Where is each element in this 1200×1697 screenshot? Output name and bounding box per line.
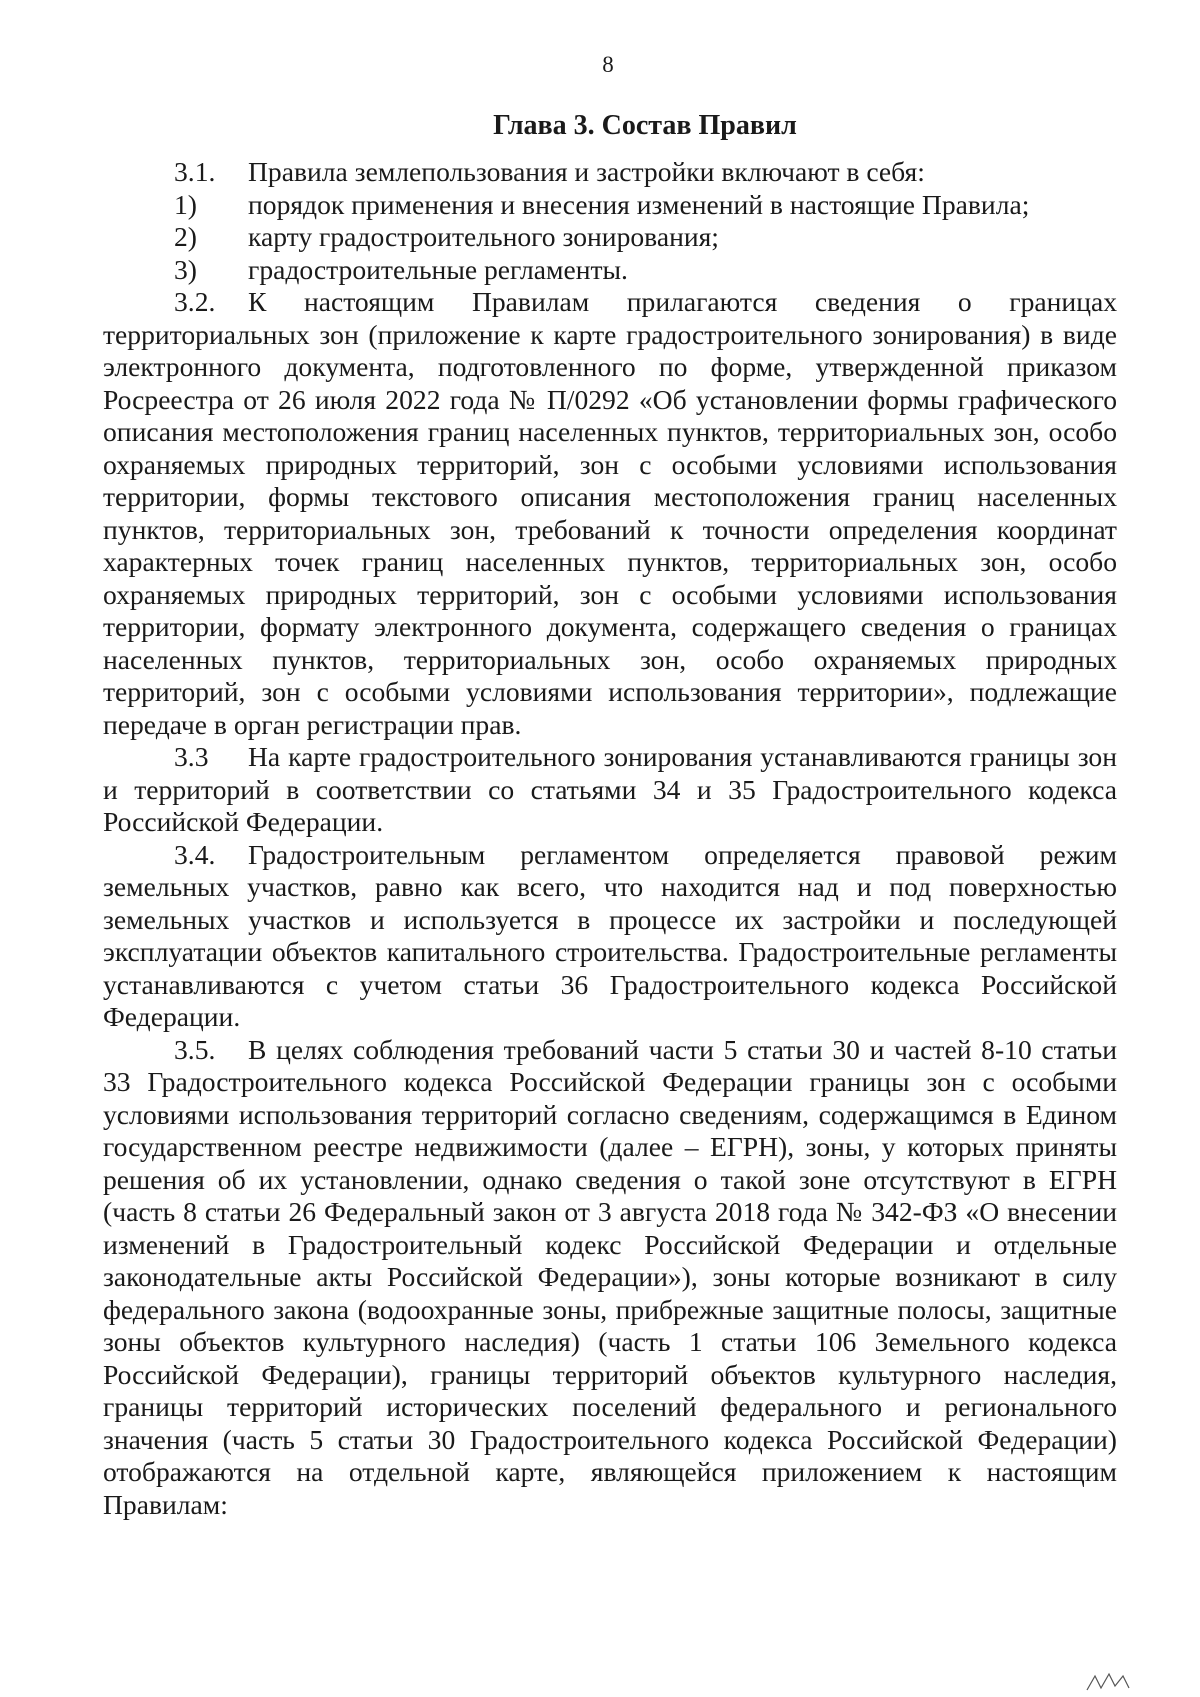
- clause-3-3: [103, 741, 1117, 839]
- clause-number: 3.4.: [174, 838, 216, 870]
- list-item-text: порядок применения и внесения изменений в настоящие Правила;: [248, 188, 1030, 220]
- clause-number: 3.2.: [174, 286, 216, 317]
- clause-number: 3.5.: [174, 1033, 216, 1065]
- clause-text: Градостроительным регламентом определяется правовой режим земельных участков, равно как всего, что находится над и под поверхностью земельных участков и используется в процессе их застройки и последующей эксплуатации объектов капитального строительства. Градостроительные регламенты устанавливаются с учетом статьи 36 Градостроительного кодекса Российской Федерации.: [103, 838, 1117, 1032]
- list-item-3: [103, 254, 1117, 287]
- document-body: [103, 156, 1117, 1521]
- list-item-number: 1): [174, 188, 197, 220]
- clause-number: 3.1.: [174, 156, 216, 187]
- clause-text: К настоящим Правилам прилагаются сведения о границах территориальных зон (приложение к карте градостроительного зонирования) в виде электронного документа, подготовленного по форме, утвержденной приказом Росреестра от 26 июля 2022 года № П/0292 «Об установлении формы графического описания местоположения границ населенных пунктов, территориальных зон, особо охраняемых природных территорий, зон с особыми условиями использования территории, формы текстового описания местоположения границ населенных пунктов, территориальных зон, требований к точности определения координат характерных точек границ населенных пунктов, территориальных зон, особо охраняемых природных территорий, зон с особыми условиями использования территории, формату электронного документа, содержащего сведения о границах населенных пунктов, территориальных зон, особо охраняемых природных территорий, зон с особыми условиями использования территории», подлежащие передаче в орган регистрации прав.: [103, 286, 1117, 740]
- clause-number: 3.3: [174, 741, 209, 772]
- clause-text: В целях соблюдения требований части 5 статьи 30 и частей 8-10 статьи 33 Градостроительного кодекса Российской Федерации границы зон с особыми условиями использования территорий согласно сведениям, содержащимся в Едином государственном реестре недвижимости (далее – ЕГРН), зоны, у которых приняты решения об их установлении, однако сведения о такой зоне отсутствуют в ЕГРН (часть 8 статьи 26 Федеральный закон от 3 августа 2018 года № 342-ФЗ «О внесении изменений в Градостроительный кодекс Российской Федерации и отдельные законодательные акты Российской Федерации»), зоны которые возникают в силу федерального закона (водоохранные зоны, прибрежные защитные полосы, защитные зоны объектов культурного наследия) (часть 1 статьи 106 Земельного кодекса Российской Федерации), границы территорий объектов культурного наследия, границы территорий исторических поселений федерального и регионального значения (часть 5 статьи 30 Градостроительного кодекса Российской Федерации) отображаются на отдельной карте, являющейся приложением к настоящим Правилам:: [103, 1033, 1117, 1520]
- clause-text: Правила землепользования и застройки включают в себя:: [248, 156, 925, 187]
- list-item-text: градостроительные регламенты.: [248, 253, 628, 285]
- chapter-title: Глава 3. Состав Правил: [493, 110, 797, 141]
- list-item-text: карту градостроительного зонирования;: [248, 221, 719, 252]
- list-item-number: 2): [174, 221, 197, 252]
- list-item-1: [103, 189, 1117, 222]
- list-item-number: 3): [174, 253, 197, 285]
- clause-3-5: [103, 1034, 1117, 1522]
- clause-3-4: [103, 839, 1117, 1034]
- clause-3-1: [103, 156, 1117, 189]
- scan-corner-mark: [1085, 1670, 1131, 1692]
- list-item-2: [103, 221, 1117, 254]
- clause-text: На карте градостроительного зонирования устанавливаются границы зон и территорий в соответствии со статьями 34 и 35 Градостроительного кодекса Российской Федерации.: [103, 741, 1117, 837]
- clause-3-2: [103, 286, 1117, 741]
- page-number: 8: [602, 52, 614, 77]
